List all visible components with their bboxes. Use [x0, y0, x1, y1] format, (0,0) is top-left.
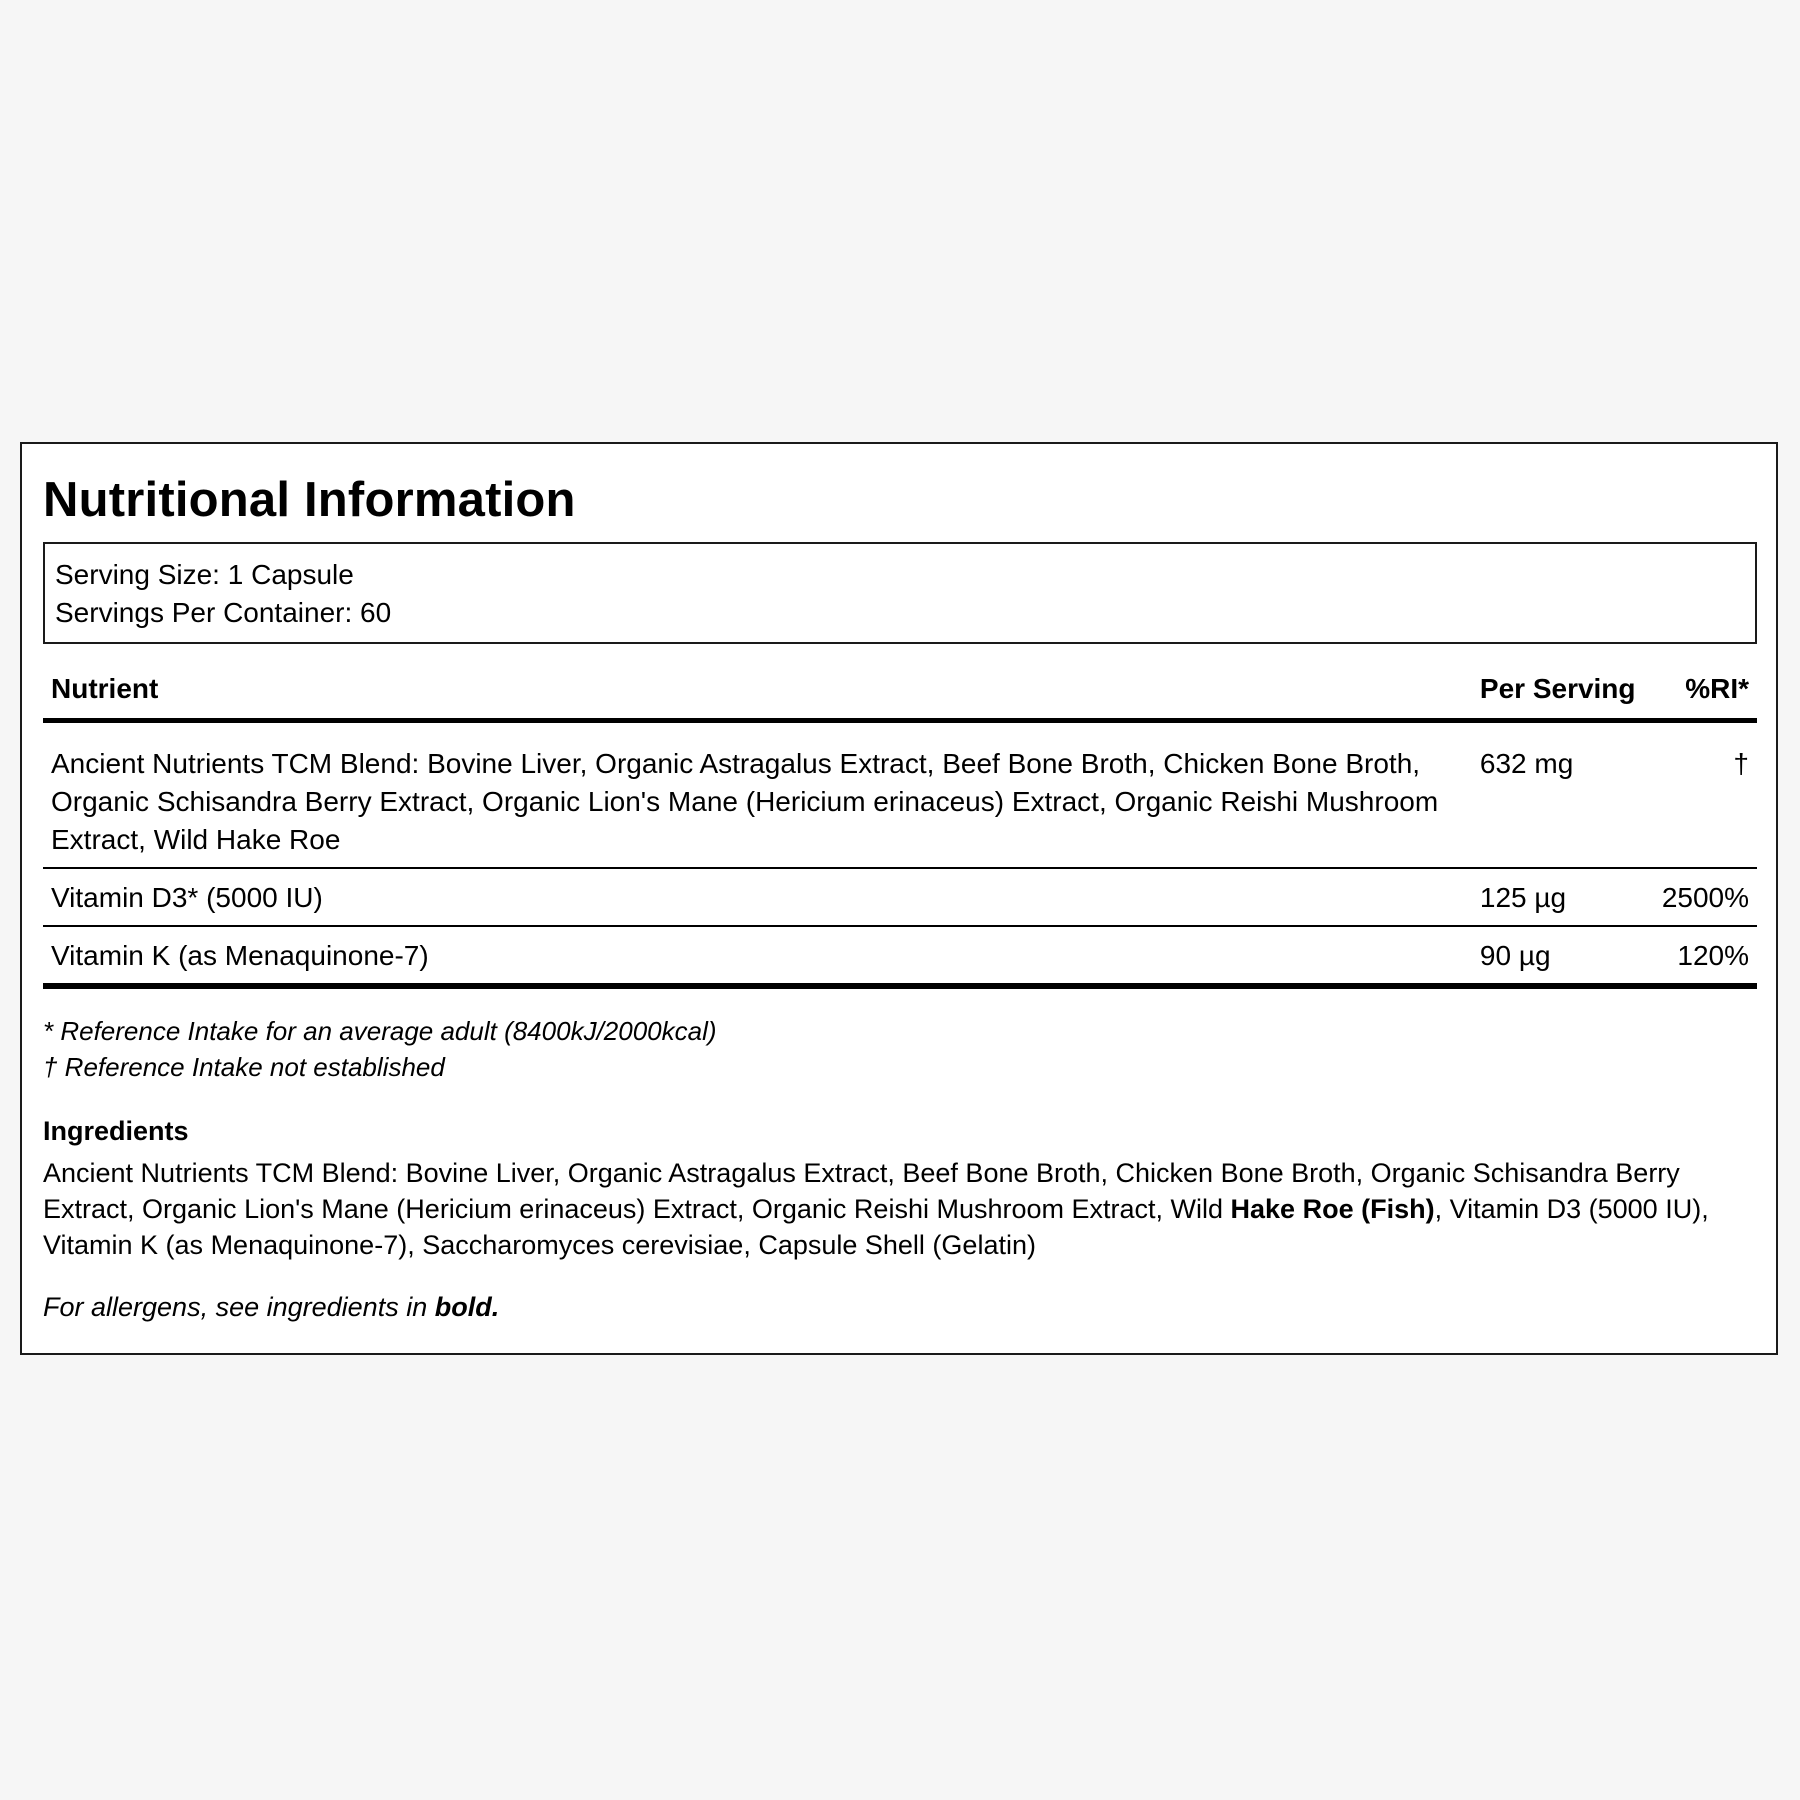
- ingredients-heading: Ingredients: [43, 1116, 189, 1146]
- row-nutrient: Vitamin D3* (5000 IU): [43, 868, 1472, 926]
- footnote-reference-intake: * Reference Intake for an average adult (8400kJ/2000kcal): [43, 1016, 717, 1046]
- allergen-ingredient: Hake Roe (Fish): [1230, 1194, 1435, 1224]
- row-ri: 120%: [1654, 926, 1757, 986]
- header-nutrient: Nutrient: [43, 656, 1472, 721]
- row-per-serving: 125 µg: [1472, 868, 1654, 926]
- table-row: [43, 868, 1757, 926]
- footnotes: [43, 1013, 1757, 1085]
- nutrition-panel-content: [43, 444, 1757, 1325]
- footnote-not-established: † Reference Intake not established: [43, 1052, 445, 1082]
- row-per-serving: 90 µg: [1472, 926, 1654, 986]
- servings-per-container: Servings Per Container: 60: [55, 597, 392, 628]
- row-ri: 2500%: [1654, 868, 1757, 926]
- table-header-row: [43, 656, 1757, 721]
- nutrition-panel: [20, 442, 1778, 1355]
- ingredients-text-end: , Vitamin D3 (5000 IU), Vitamin K (as Menaquinone-7), Saccharomyces cerevisiae, Capsule Shell (Gelatin): [43, 1194, 1709, 1260]
- table-row: [43, 721, 1757, 869]
- page-title: Nutritional Information: [43, 473, 576, 527]
- row-ri: †: [1654, 721, 1757, 869]
- serving-size: Serving Size: 1 Capsule: [55, 559, 354, 590]
- row-nutrient: Ancient Nutrients TCM Blend: Bovine Liver, Organic Astragalus Extract, Beef Bone Broth, Chicken Bone Broth, Organic Schisandra Berry Extract, Organic Lion's Mane (Hericium erinaceus) Extract, Organic Reishi Mushroom Extract, Wild Hake Roe: [43, 721, 1472, 869]
- allergen-note: [43, 1289, 1757, 1325]
- header-per-serving: Per Serving: [1472, 656, 1654, 721]
- allergen-note-prefix: For allergens, see ingredients in: [43, 1292, 435, 1322]
- header-ri: %RI*: [1654, 656, 1757, 721]
- allergen-note-bold: bold.: [434, 1292, 500, 1322]
- row-nutrient: Vitamin K (as Menaquinone-7): [43, 926, 1472, 986]
- row-per-serving: 632 mg: [1472, 721, 1654, 869]
- ingredients-text: [43, 1155, 1757, 1263]
- nutrient-table: [43, 656, 1757, 989]
- table-row: [43, 926, 1757, 986]
- serving-info-box: [43, 542, 1757, 644]
- ingredients-text-start: Ancient Nutrients TCM Blend: Bovine Liver, Organic Astragalus Extract, Beef Bone Broth, Chicken Bone Broth, Organic Schisandra Berry Extract, Organic Lion's Mane (Hericium erinaceus) Extract, Organic Reishi Mushroom Extract, Wild: [43, 1158, 1680, 1224]
